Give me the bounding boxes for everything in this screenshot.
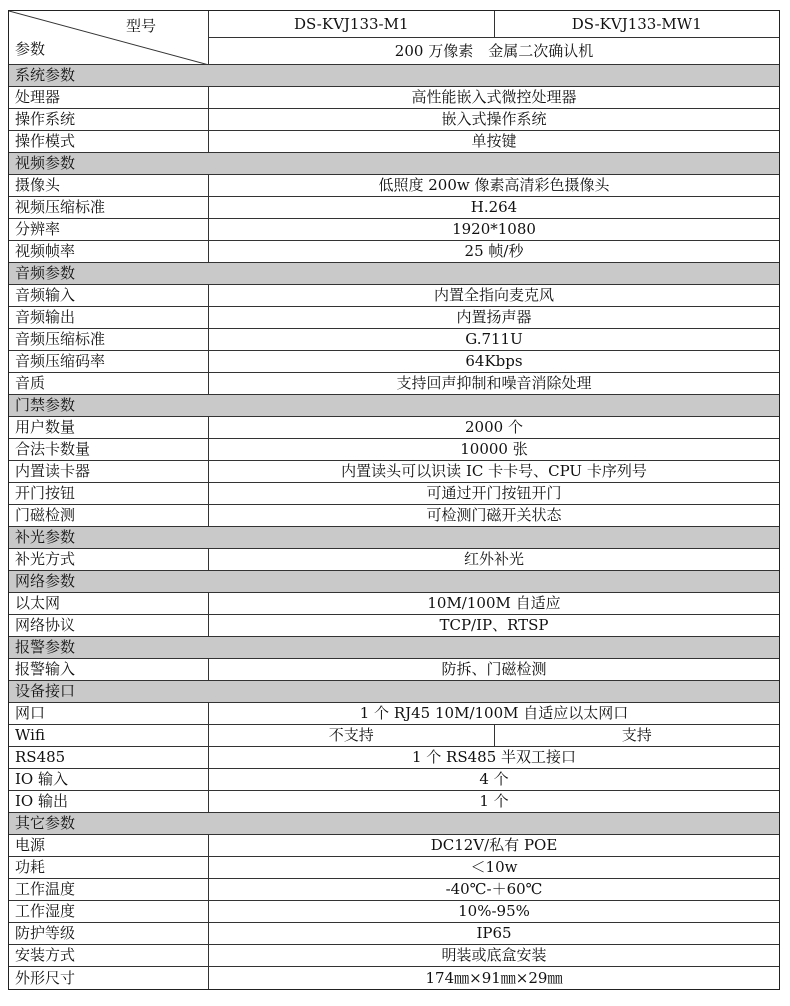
param-value: -40℃-＋60℃ (445, 880, 543, 898)
param-value: 10%-95% (458, 902, 530, 920)
table-row (9, 549, 779, 571)
section-header-row (9, 527, 779, 549)
param-name: 以太网 (9, 593, 209, 614)
param-name: 操作模式 (9, 131, 209, 152)
table-row (9, 593, 779, 615)
param-value: 64Kbps (465, 352, 523, 370)
model-label: 型号 (125, 17, 156, 35)
table-row (9, 615, 779, 637)
param-name: 网络协议 (9, 615, 209, 636)
section-header-row (9, 395, 779, 417)
table-row (9, 329, 779, 351)
param-value: 1 个 RJ45 10M/100M 自适应以太网口 (359, 704, 629, 722)
param-value: 单按键 (471, 132, 517, 150)
table-row (9, 461, 779, 483)
table-row (9, 659, 779, 681)
table-header (9, 11, 779, 65)
section-header-row (9, 153, 779, 175)
param-name: 音频压缩标准 (9, 329, 209, 350)
param-name: 音频输入 (9, 285, 209, 306)
model-1-name: DS-KVJ133-M1 (209, 11, 495, 37)
table-row (9, 703, 779, 725)
table-row (9, 791, 779, 813)
param-value: 明装或底盒安装 (441, 946, 547, 964)
section-title: 补光参数 (15, 528, 76, 546)
table-row (9, 351, 779, 373)
param-name: 合法卡数量 (9, 439, 209, 460)
param-value: 10000 张 (460, 440, 528, 458)
table-row (9, 945, 779, 967)
param-name: 电源 (9, 835, 209, 856)
param-name: 操作系统 (9, 109, 209, 130)
param-value: 内置全指向麦克风 (433, 286, 554, 304)
param-value: 1 个 RS485 半双工接口 (411, 748, 577, 766)
param-name: 视频帧率 (9, 241, 209, 262)
param-value: 174㎜×91㎜×29㎜ (425, 968, 563, 987)
param-name: 视频压缩标准 (9, 197, 209, 218)
header-models (209, 11, 779, 64)
param-name: Wifi (9, 725, 209, 746)
param-name: 安装方式 (9, 945, 209, 966)
table-row (9, 417, 779, 439)
param-name: 外形尺寸 (9, 967, 209, 989)
table-body (9, 65, 779, 989)
table-row (9, 967, 779, 989)
section-title: 其它参数 (15, 814, 76, 832)
section-title: 网络参数 (15, 572, 76, 590)
table-row (9, 197, 779, 219)
param-value-model-2: 支持 (621, 726, 652, 744)
table-row (9, 725, 779, 747)
param-name: 音频输出 (9, 307, 209, 328)
param-value: 支持回声抑制和噪音消除处理 (396, 374, 592, 392)
table-row (9, 857, 779, 879)
param-name: 网口 (9, 703, 209, 724)
table-row (9, 373, 779, 395)
param-value: 可检测门磁开关状态 (426, 506, 562, 524)
param-name: 工作温度 (9, 879, 209, 900)
param-name: IO 输出 (9, 791, 209, 812)
param-name: 内置读卡器 (9, 461, 209, 482)
section-header-row (9, 65, 779, 87)
section-header-row (9, 571, 779, 593)
param-name: 摄像头 (9, 175, 209, 196)
param-name: 音频压缩码率 (9, 351, 209, 372)
table-row (9, 923, 779, 945)
param-name: RS485 (9, 747, 209, 768)
param-name: 用户数量 (9, 417, 209, 438)
table-row (9, 241, 779, 263)
table-row (9, 835, 779, 857)
param-value: TCP/IP、RTSP (439, 616, 549, 634)
table-row (9, 505, 779, 527)
table-row (9, 131, 779, 153)
section-title: 设备接口 (15, 682, 76, 700)
section-header-row (9, 637, 779, 659)
table-row (9, 285, 779, 307)
param-name: 工作湿度 (9, 901, 209, 922)
param-value: H.264 (470, 198, 518, 216)
table-row (9, 901, 779, 923)
param-value: ＜10w (470, 858, 518, 876)
param-name: 分辨率 (9, 219, 209, 240)
param-name: IO 输入 (9, 769, 209, 790)
param-name: 防护等级 (9, 923, 209, 944)
table-row (9, 483, 779, 505)
param-value-model-1: 不支持 (209, 725, 495, 746)
param-value: 内置扬声器 (456, 308, 532, 326)
param-name: 补光方式 (9, 549, 209, 570)
param-value: 低照度 200w 像素高清彩色摄像头 (378, 176, 610, 194)
param-value: 嵌入式操作系统 (441, 110, 547, 128)
param-value: 高性能嵌入式微控处理器 (411, 88, 577, 106)
section-header-row (9, 813, 779, 835)
table-row (9, 87, 779, 109)
table-row (9, 439, 779, 461)
table-row (9, 747, 779, 769)
section-title: 视频参数 (15, 154, 76, 172)
section-header-row (9, 263, 779, 285)
table-row (9, 769, 779, 791)
param-value: 可通过开门按钮开门 (426, 484, 562, 502)
spec-table (8, 10, 780, 990)
param-value: 4 个 (479, 770, 509, 788)
param-name: 处理器 (9, 87, 209, 108)
section-title: 门禁参数 (15, 396, 76, 414)
param-value: DC12V/私有 POE (430, 836, 558, 854)
table-row (9, 307, 779, 329)
param-value: 防拆、门磁检测 (441, 660, 547, 678)
section-header-row (9, 681, 779, 703)
section-title: 系统参数 (15, 66, 76, 84)
param-value: 10M/100M 自适应 (427, 594, 561, 612)
param-name: 门磁检测 (9, 505, 209, 526)
param-name: 功耗 (9, 857, 209, 878)
param-value: 内置读头可以识读 IC 卡卡号、CPU 卡序列号 (341, 462, 647, 480)
section-title: 报警参数 (15, 638, 76, 656)
model-2-name: DS-KVJ133-MW1 (571, 14, 702, 33)
param-value: G.711U (465, 330, 523, 348)
param-value: 25 帧/秒 (464, 242, 524, 260)
param-value: 1 个 (479, 792, 509, 810)
param-value: 2000 个 (465, 418, 523, 436)
table-row (9, 879, 779, 901)
param-value: 红外补光 (463, 550, 524, 568)
param-value: 1920*1080 (452, 220, 536, 238)
param-name: 报警输入 (9, 659, 209, 680)
param-label: 参数 (15, 40, 46, 58)
table-row (9, 219, 779, 241)
table-row (9, 109, 779, 131)
table-row (9, 175, 779, 197)
param-name: 开门按钮 (9, 483, 209, 504)
header-corner-cell (9, 11, 209, 64)
product-subtitle: 200 万像素 金属二次确认机 (394, 41, 594, 60)
param-name: 音质 (9, 373, 209, 394)
param-value: IP65 (476, 924, 512, 942)
section-title: 音频参数 (15, 264, 76, 282)
